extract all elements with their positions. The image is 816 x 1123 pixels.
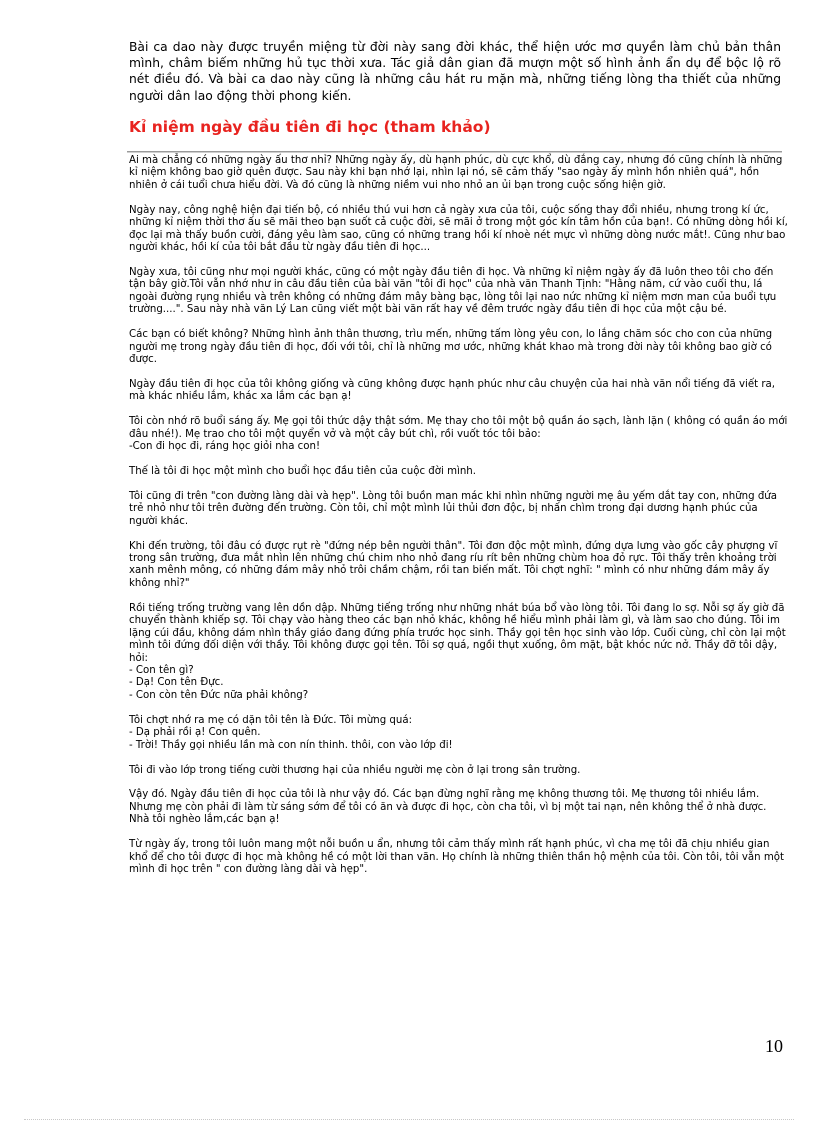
essay-paragraph: Tôi cũng đi trên "con đường làng dài và hẹp". Lòng tôi buồn man mác khi nhìn những người mẹ âu yếm dắt tay con, những đứa trẻ nhỏ như tôi trên đường đến trường. Còn tôi, chỉ một mình lủi thủi đơn độc, bị nhấn chìm trong đại dương hạnh phúc của người khác. <box>129 490 777 527</box>
essay-body <box>129 155 789 889</box>
essay-paragraph: Thế là tôi đi học một mình cho buổi học đầu tiên của cuộc đời mình. <box>129 465 476 477</box>
essay-paragraph: Ngày nay, công nghệ hiện đại tiến bộ, có nhiều thú vui hơn cả ngày xưa của tôi, cuộc sống thay đổi nhiều, nhưng trong kí ức, những kỉ niệm thời thơ ấu sẽ mãi theo bạn suốt cả cuộc đời, sẽ mãi ở trong một góc kín tâm hồn của bạn!. Có những dòng hồi kí, đọc lại mà thấy buồn cười, đáng yêu làm sao, cũng có những trang hồi kí nhoè nét mực vì những dòng nước mắt!. Cũng như bao người khác, hồi kí của tôi bắt đầu từ ngày đầu tiên đi học... <box>129 204 788 254</box>
page-number: 10 <box>765 1036 783 1056</box>
essay-paragraph: Từ ngày ấy, trong tôi luôn mang một nỗi buồn u ẩn, nhưng tôi cảm thấy mình rất hạnh phúc, vì cha mẹ tôi đã chịu nhiều gian khổ để cho tôi được đi học mà không hề có một lời than vãn. Họ chính là những thiên thần hộ mệnh của tôi. Còn tôi, tôi vẫn một mình đi học trên " con đường làng dài và hẹp". <box>129 839 784 876</box>
essay-paragraph: Ngày xưa, tôi cũng như mọi người khác, cũng có một ngày đầu tiên đi học. Và những kỉ niệm ngày ấy đã luôn theo tôi cho đến tận bây giờ.Tôi vẫn nhớ như in câu đầu tiên của bài văn "tôi đi học" của nhà văn Thanh Tịnh: "Hằng năm, cứ vào cuối thu, lá ngoài đường rụng nhiều và trên không có những đám mây bàng bạc, lòng tôi lại nao nức những kỉ niệm mơn man của buổi tựu trường....". Sau này nhà văn Lý Lan cũng viết một bài văn rất hay về đêm trước ngày đầu tiên đi học của một cậu bé. <box>129 266 777 316</box>
essay-paragraph: Tôi đi vào lớp trong tiếng cười thương hại của nhiều người mẹ còn ở lại trong sân trường. <box>129 764 581 776</box>
essay-paragraph: Các bạn có biết không? Những hình ảnh thân thương, trìu mến, những tấm lòng yêu con, lo lắng chăm sóc cho con của những người mẹ trong ngày đầu tiên đi học, đối với tôi, chỉ là những mơ ước, những khát khao mà trong đời này tôi không bao giờ có được. <box>129 329 773 366</box>
essay-paragraph: Khi đến trường, tôi đâu có được rụt rè "đứng nép bên người thân". Tôi đơn độc một mình, đứng dựa lưng vào gốc cây phượng vĩ trong sân trường, đưa mắt nhìn lên những chú chim nho nhỏ đang ríu rít bên những chùm hoa đỏ rực. Tôi thấy trên khoảng trời xanh mênh mông, có những đám mây nhỏ trôi chầm chậm, rồi tan biến mất. Tôi chợt nghĩ: " mình có như những đám mây ấy không nhỉ?" <box>129 540 778 589</box>
footer-divider <box>24 1119 794 1120</box>
section-heading: Kỉ niệm ngày đầu tiên đi học (tham khảo) <box>129 118 491 136</box>
essay-paragraph: Ai mà chẳng có những ngày ấu thơ nhỉ? Những ngày ấy, dù hạnh phúc, dù cực khổ, dù đắng cay, nhưng đó cũng chính là những kỉ niệm không bao giờ quên được. Sau này khi bạn nhớ lại, nhìn lại nó, sẽ cảm thấy "sao ngày ấy mình hồn nhiên quá", hồn nhiên ở cái tuổi chưa hiểu đời. Và đó cũng là những niềm vui nho nhỏ an ủi bạn trong cuộc sống hiện giờ. <box>129 155 783 191</box>
intro-paragraph: Bài ca dao này được truyền miệng từ đời này sang đời khác, thể hiện ước mơ quyền làm chủ bản thân mình, châm biếm những hủ tục thời xưa. Tác giả dân gian đã mượn một số hình ảnh ẩn dụ để bộc lộ rõ nét điều đó. Và bài ca dao này cũng là những câu hát ru mặn mà, những tiếng lòng tha thiết của những người dân lao động thời phong kiến. <box>129 40 781 103</box>
essay-paragraph: Tôi chợt nhớ ra mẹ có dặn tôi tên là Đức. Tôi mừng quá: - Dạ phải rồi ạ! Con quên. - Trời! Thầy gọi nhiều lần mà con nín thinh. thôi, con vào lớp đi! <box>129 714 453 751</box>
essay-paragraph: Tôi còn nhớ rõ buổi sáng ấy. Mẹ gọi tôi thức dậy thật sớm. Mẹ thay cho tôi một bộ quần áo sạch, lành lặn ( không có quần áo mới đâu nhé!). Mẹ trao cho tôi một quyển vở và một cây bút chì, rồi vuốt tóc tôi bảo: -Con đi học đi, ráng học giỏi nha con! <box>129 416 788 453</box>
essay-paragraph: Vậy đó. Ngày đầu tiên đi học của tôi là như vậy đó. Các bạn đừng nghĩ rằng mẹ không thương tôi. Mẹ thương tôi nhiều lắm. Nhưng mẹ còn phải đi làm từ sáng sớm để tôi có ăn và được đi học, còn cha tôi, vì bị một tai nạn, nên không thể ở nhà được. Nhà tôi nghèo lắm,các bạn ạ! <box>129 789 767 826</box>
essay-paragraph: Rồi tiếng trống trường vang lên dồn dập. Những tiếng trống như những nhát búa bổ vào lòng tôi. Tôi đang lo sợ. Nỗi sợ ấy giờ đã chuyển thành khiếp sợ. Tôi chạy vào hàng theo các bạn nhỏ khác, không hề hiểu mình phải làm gì, và làm sao cho đúng. Tôi im lặng cúi đầu, không dám nhìn thầy giáo đang đứng phía trước học sinh. Thầy gọi tên học sinh vào lớp. Cuối cùng, chỉ còn lại một mình tôi đứng đối diện với thầy. Tôi không được gọi tên. Tôi sợ quá, ngồi thụt xuống, ôm mặt, bật khóc nức nở. Thầy đỡ tôi dậy, hỏi: - Con tên gì? - Dạ! Con tên Đực. - Con còn tên Đức nữa phải không? <box>129 602 786 701</box>
essay-paragraph: Ngày đầu tiên đi học của tôi không giống và cũng không được hạnh phúc như câu chuyện của hai nhà văn nổi tiếng đã viết ra, mà khác nhiều lắm, khác xa lắm các bạn ạ! <box>129 378 775 403</box>
heading-divider <box>127 151 782 153</box>
